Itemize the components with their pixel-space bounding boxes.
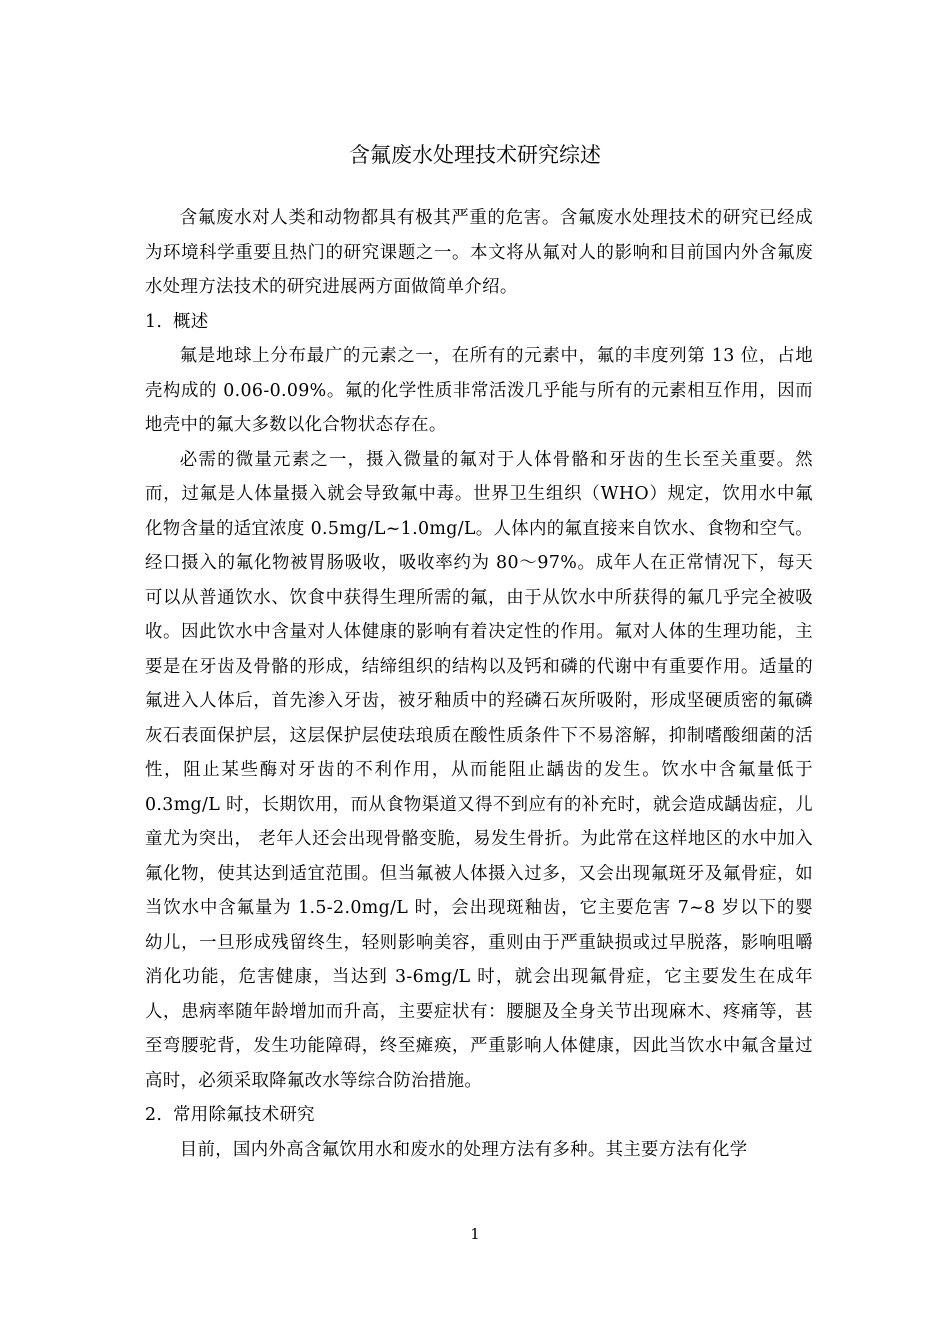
document-body [145,201,813,1167]
section-1-title: 概述 [173,311,209,332]
document-title: 含氟废水处理技术研究综述 [349,143,601,167]
intro-paragraph: 含氟废水对人类和动物都具有极其严重的危害。含氟废水处理技术的研究已经成为环境科学重要且热门的研究课题之一。本文将从氟对人的影响和目前国内外含氟废水处理方法技术的研究进展两方面做简单介绍。 [145,208,813,297]
section-2-title: 常用除氟技术研究 [173,1105,315,1125]
section-1-paragraph-1: 氟是地球上分布最广的元素之一，在所有的元素中，氟的丰度列第 13 位，占地壳构成的 0.06-0.09%。氟的化学性质非常活泼几乎能与所有的元素相互作用，因而地壳中的氟大多数以化合物状态存在。 [145,346,813,435]
section-2-paragraph-1: 目前，国内外高含氟饮用水和废水的处理方法有多种。其主要方法有化学 [179,1139,748,1160]
page-number: 1 [470,1225,480,1243]
section-2-heading [145,1098,813,1133]
section-1-number: 1. [145,311,163,332]
section-2-number: 2. [145,1105,163,1125]
section-1-heading [145,305,813,340]
section-1-paragraph-2: 必需的微量元素之一，摄入微量的氟对于人体骨骼和牙齿的生长至关重要。然而，过氟是人体量摄入就会导致氟中毒。世界卫生组织（WHO）规定，饮用水中氟化物含量的适宜浓度 0.5mg/L~1.0mg/L。人体内的氟直接来自饮水、食物和空气。经口摄入的氟化物被胃肠吸收，吸收率约为 80～97%。成年人在正常情况下，每天可以从普通饮水、饮食中获得生理所需的氟，由于从饮水中所获得的氟几乎完全被吸收。因此饮水中含量对人体健康的影响有着决定性的作用。氟对人体的生理功能，主要是在牙齿及骨骼的形成，结缔组织的结构以及钙和磷的代谢中有重要作用。适量的氟进入人体后，首先渗入牙齿，被牙釉质中的羟磷石灰所吸附，形成坚硬质密的氟磷灰石表面保护层，这层保护层使珐琅质在酸性质条件下不易溶解，抑制嗜酸细菌的活性，阻止某些酶对牙齿的不利作用，从而能阻止龋齿的发生。饮水中含氟量低于 0.3mg/L 时，长期饮用，而从食物渠道又得不到应有的补充时，就会造成龋齿症，儿童尤为突出， 老年人还会出现骨骼变脆，易发生骨折。为此常在这样地区的水中加入氟化物，使其达到适宜范围。但当氟被人体摄入过多，又会出现氟斑牙及氟骨症，如当饮水中含氟量为 1.5-2.0mg/L 时，会出现斑釉齿，它主要危害 7~8 岁以下的婴幼儿，一旦形成残留终生，轻则影响美容，重则由于严重缺损或过早脱落，影响咀嚼消化功能，危害健康，当达到 3-6mg/L 时，就会出现氟骨症，它主要发生在成年人，患病率随年龄增加而升高，主要症状有：腰腿及全身关节出现麻木、疼痛等，甚至弯腰驼背，发生功能障碍，终至瘫痪，严重影响人体健康，因此当饮水中氟含量过高时，必须采取降氟改水等综合防治措施。 [145,449,813,1091]
